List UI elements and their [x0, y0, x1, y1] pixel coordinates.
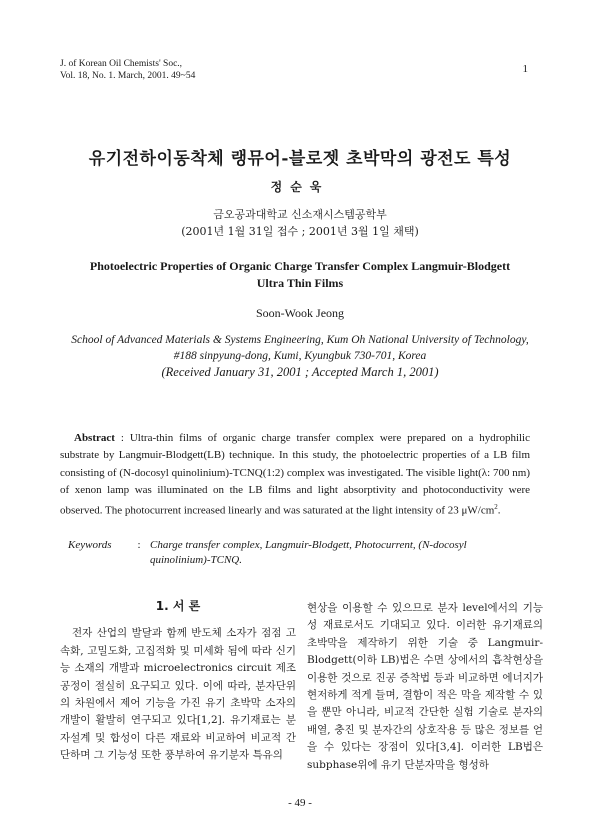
keywords	[68, 538, 528, 568]
body-paragraph-left: 전자 산업의 발달과 함께 반도체 소자가 점점 고속화, 고밀도화, 고집적화 및 미세화 됨에 따라 신기능 소재의 개발과 microelectronics circuit 제조공정이 절실히 요구되고 있다. 이에 따라, 분자단위의 차원에서 제어 기능을 가진 유기 초박막 소자의 개발이 활발히 연구되고 있다[1,2]. 유기재료는 분자설계 및 합성이 다른 재료와 비교하여 비교적 간단하며 그 기능성 또한 풍부하여 유기분자 특유의	[60, 627, 296, 762]
english-affiliation-address: #188 sinpyung-dong, Kumi, Kyungbuk 730-701, Korea	[173, 350, 427, 362]
korean-author: 정순욱	[270, 180, 330, 194]
english-received-dates: (Received January 31, 2001 ; Accepted March 1, 2001)	[161, 365, 439, 379]
keywords-text: Charge transfer complex, Langmuir-Blodgett, Photocurrent, (N-docosyl quinolinium)-TCNQ.	[150, 539, 467, 566]
english-affiliation	[60, 332, 540, 380]
body-column-right	[307, 600, 543, 774]
body-paragraph-right: 현상을 이용할 수 있으므로 분자 level에서의 기능성 재료로서도 기대되고 있다. 이러한 유기재료의 초박막을 제작하기 위한 기술 중 Langmuir-Blodgett(이하 LB)법은 수면 상에서의 흡착현상을 이용한 것으로 진공 증착법 등과 비교하면 에너지가 현저하게 적게 들며, 결함이 적은 막을 제작할 수 있을 뿐만 아니라, 비교적 간단한 실험 기술로 분자의 배열, 충진 및 분자간의 상호작용 등 많은 정보를 얻을 수 있다는 장점이 있다[3,4]. 이러한 LB법은 subphase위에 유기 단분자막을 형성하	[307, 602, 543, 771]
abstract-label: Abstract	[74, 432, 115, 444]
korean-title: 유기전하이동착체 랭뮤어-블로젯 초박막의 광전도 특성	[88, 149, 512, 169]
abstract-separator: :	[114, 432, 130, 444]
abstract-superscript: 2	[494, 503, 498, 512]
journal-volume: Vol. 18, No. 1. March, 2001. 49~54	[60, 71, 196, 81]
korean-affiliation	[0, 206, 600, 240]
abstract-text: Ultra-thin films of organic charge transfer complex were prepared on a hydrophilic substrate by Langmuir-Blodgett(LB) technique. In this study, the photoelectric properties of a LB film consisting of (N-docosyl quinolinium)-TCNQ(1:2) complex was investigated. The visible light(λ: 700 nm) of xenon lamp was illuminated on the LB films and light absorptivity and photoconductivity were observed. The photocurrent increased linearly and was saturated at the light intensity of 23 μW/cm	[60, 432, 530, 517]
korean-affiliation-name: 금오공과대학교 신소재시스템공학부	[213, 208, 387, 221]
section-heading: 1. 서 론	[155, 599, 201, 613]
journal-citation	[60, 58, 195, 82]
keywords-colon: :	[137, 539, 141, 551]
english-affiliation-school: School of Advanced Materials & Systems Engineering, Kum Oh National University of Technology,	[71, 334, 529, 346]
english-title: Photoelectric Properties of Organic Charge Transfer Complex Langmuir-Blodgett Ultra Thin Films	[89, 259, 511, 290]
keywords-label: Keywords	[68, 539, 112, 551]
journal-name: J. of Korean Oil Chemists' Soc.,	[60, 59, 183, 69]
abstract	[60, 430, 530, 520]
korean-received-dates: (2001년 1월 31일 접수 ; 2001년 3월 1일 채택)	[181, 225, 419, 238]
header-page-number: 1	[522, 63, 528, 75]
english-author: Soon-Wook Jeong	[255, 306, 345, 320]
abstract-end: .	[497, 504, 501, 517]
body-column-left	[60, 598, 296, 765]
footer-page-number: - 49 -	[288, 797, 312, 809]
